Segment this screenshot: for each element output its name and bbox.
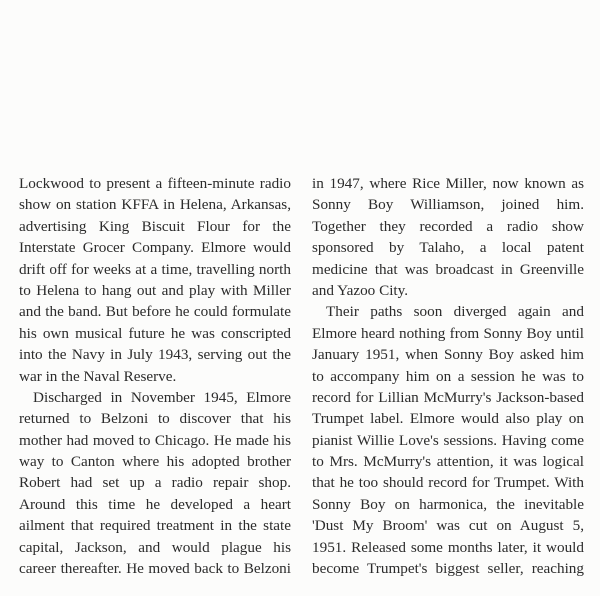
text-line: Elmore heard nothing from Sonny Boy until bbox=[312, 324, 584, 342]
text-line: January 1951, when Sonny Boy asked him bbox=[312, 346, 584, 364]
text-line: pianist Willie Love's sessions. Having come bbox=[312, 431, 584, 449]
text-line: record for Lillian McMurry's Jackson-based bbox=[312, 388, 584, 406]
text-line: Discharged in November 1945, Elmore bbox=[33, 388, 291, 406]
text-line: advertising King Biscuit Flour for the bbox=[19, 217, 291, 235]
text-line: Lockwood to present a fifteen-minute radio bbox=[19, 175, 291, 192]
text-line: 'Dust My Broom' was cut on August 5, bbox=[312, 517, 584, 535]
text-line: ailment that required treatment in the state bbox=[19, 517, 291, 535]
text-line: in 1947, where Rice Miller, now known as bbox=[312, 175, 584, 192]
text-line: Their paths soon diverged again and bbox=[326, 303, 584, 321]
text-line: Interstate Grocer Company. Elmore would bbox=[19, 239, 291, 257]
text-line: drift off for weeks at a time, travelling north bbox=[19, 260, 291, 278]
text-line: Sonny Boy on harmonica, the inevitable bbox=[312, 495, 584, 513]
text-line: career thereafter. He moved back to Belzoni bbox=[19, 560, 291, 578]
text-line: capital, Jackson, and would plague his bbox=[19, 538, 291, 556]
text-line: mother had moved to Chicago. He made his bbox=[19, 431, 291, 449]
text-line: Sonny Boy Williamson, joined him. bbox=[312, 196, 584, 214]
text-line: way to Canton where his adopted brother bbox=[19, 453, 291, 471]
left-text-column bbox=[19, 173, 291, 579]
text-line: that he too should record for Trumpet. With bbox=[312, 474, 584, 492]
text-line: returned to Belzoni to discover that his bbox=[19, 410, 291, 428]
text-line: 1951. Released some months later, it would bbox=[312, 538, 584, 556]
text-line: and Yazoo City. bbox=[312, 281, 409, 299]
text-line: into the Navy in July 1943, serving out the bbox=[19, 346, 291, 364]
text-line: Robert had set up a radio repair shop. bbox=[19, 474, 291, 492]
text-line: show on station KFFA in Helena, Arkansas, bbox=[19, 196, 291, 214]
text-line: war in the Naval Reserve. bbox=[19, 367, 177, 385]
right-text-column bbox=[312, 173, 584, 579]
text-line: and the band. But before he could formulate bbox=[19, 303, 291, 321]
text-line: Around this time he developed a heart bbox=[19, 495, 291, 513]
text-line: Trumpet label. Elmore would also play on bbox=[312, 410, 584, 428]
text-line: become Trumpet's biggest seller, reaching bbox=[312, 560, 584, 578]
text-line: medicine that was broadcast in Greenville bbox=[312, 260, 584, 278]
text-line: to Mrs. McMurry's attention, it was logical bbox=[312, 453, 584, 471]
text-line: to Helena to hang out and play with Miller bbox=[19, 281, 291, 299]
text-line: to accompany him on a session he was to bbox=[312, 367, 584, 385]
text-line: sponsored by Talaho, a local patent bbox=[312, 239, 584, 257]
text-line: Together they recorded a radio show bbox=[312, 217, 584, 235]
text-line: his own musical future he was conscripted bbox=[19, 324, 291, 342]
